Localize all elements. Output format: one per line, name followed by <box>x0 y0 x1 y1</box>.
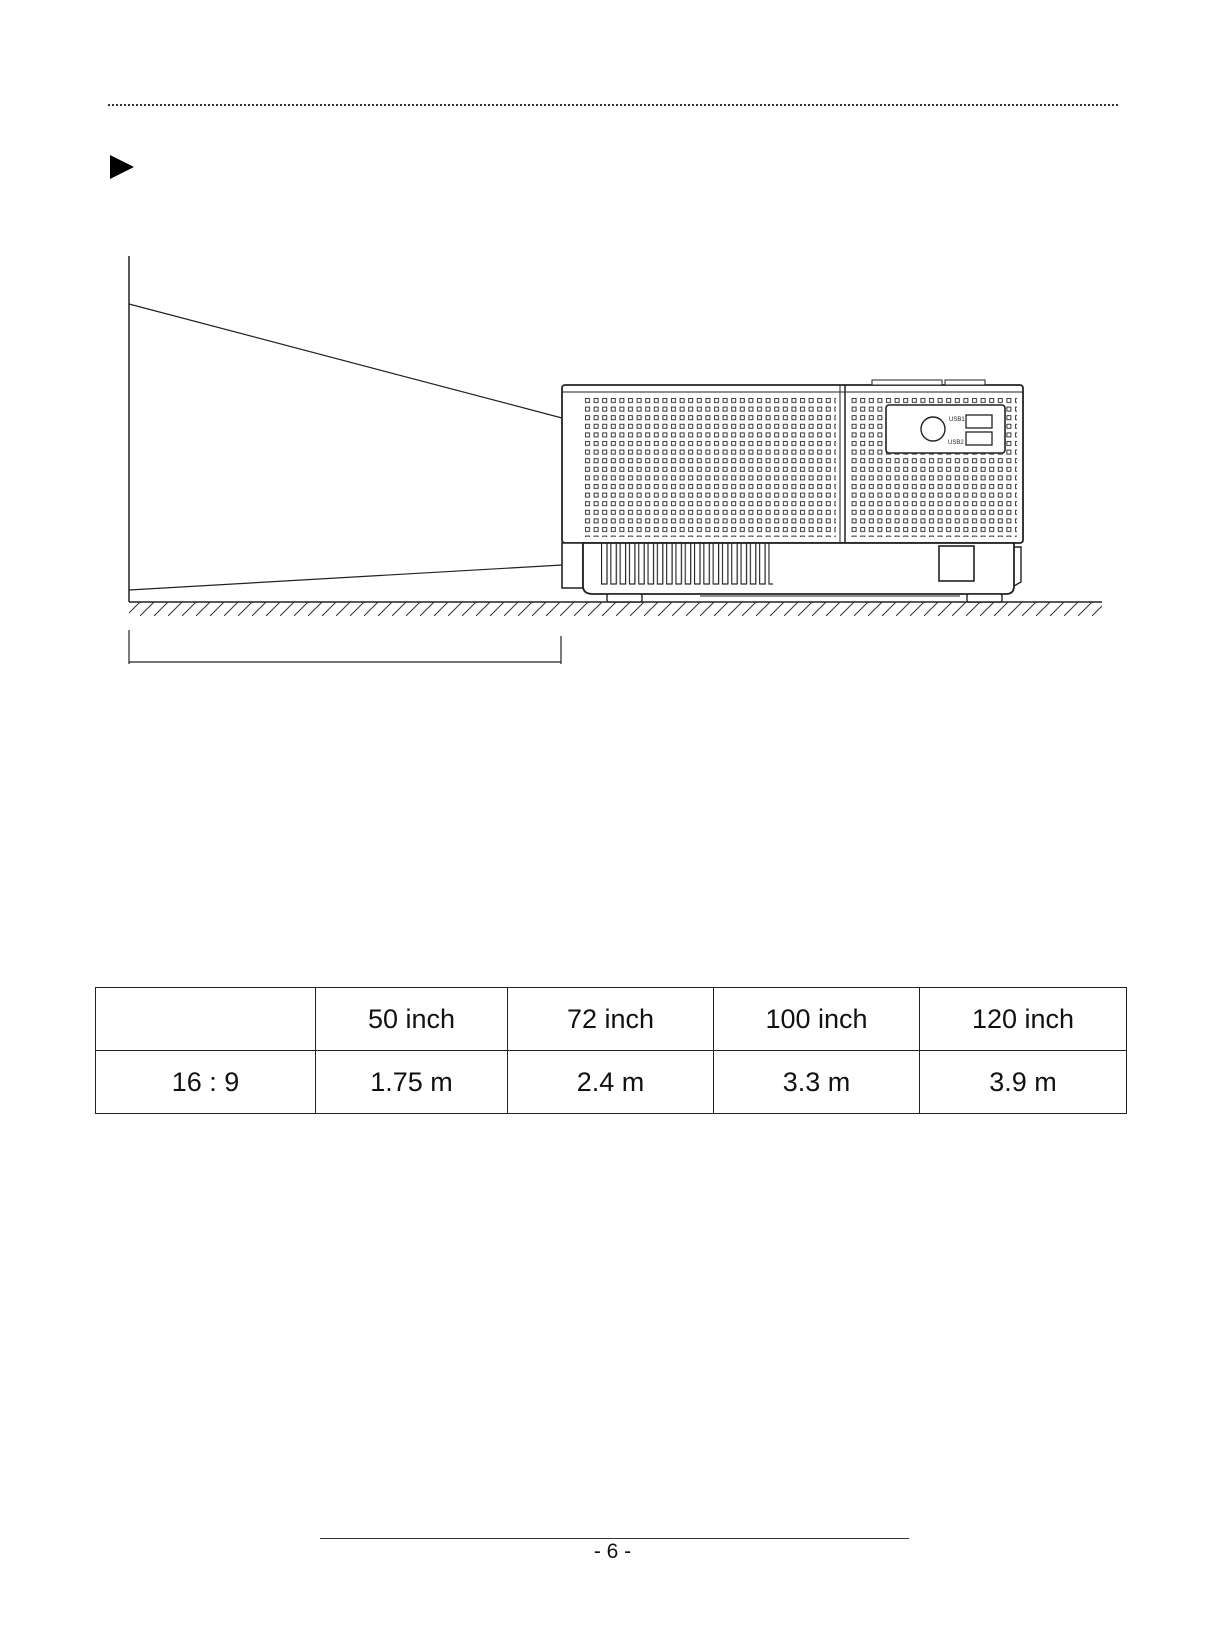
table-cell: 120 inch <box>920 988 1127 1051</box>
table-cell: 72 inch <box>508 988 714 1051</box>
usb1-label: USB1 <box>949 417 965 423</box>
usb2-label: USB2 <box>948 440 964 446</box>
table-header-row <box>96 988 1127 1051</box>
beam-bottom-line <box>129 565 562 590</box>
table-cell: 50 inch <box>316 988 508 1051</box>
table-cell: 1.75 m <box>316 1051 508 1114</box>
table-cell: 100 inch <box>714 988 920 1051</box>
projector-drawing <box>562 380 1023 602</box>
table-row <box>96 1051 1127 1114</box>
table-cell <box>96 988 316 1051</box>
table-cell: 3.3 m <box>714 1051 920 1114</box>
page-number: - 6 - <box>593 1540 632 1563</box>
beam-top-line <box>129 304 562 418</box>
projection-distance-table <box>95 987 1127 1114</box>
table-cell: 2.4 m <box>508 1051 714 1114</box>
floor-hatch <box>129 602 1102 616</box>
table-cell: 16 : 9 <box>96 1051 316 1114</box>
table-cell: 3.9 m <box>920 1051 1127 1114</box>
projection-distance-diagram <box>0 0 1225 700</box>
footer-rule <box>320 1538 909 1539</box>
